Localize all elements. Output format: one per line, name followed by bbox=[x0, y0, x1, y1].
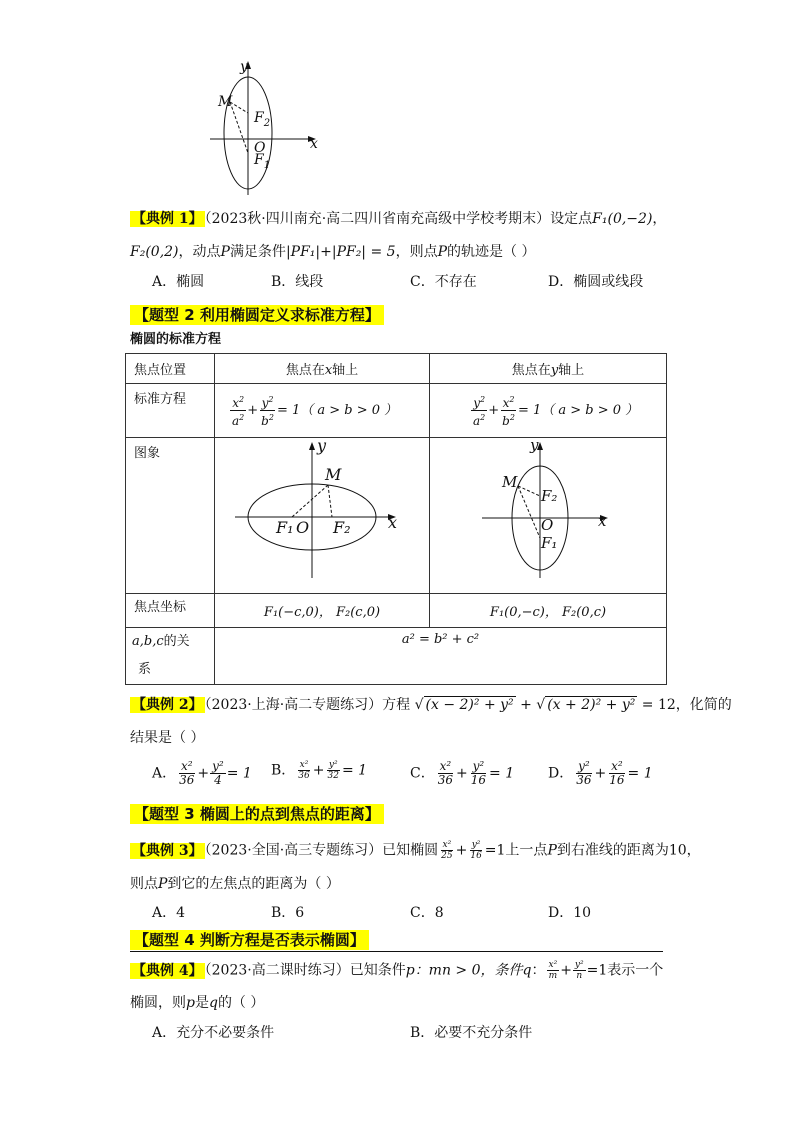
table-header-x: 焦点在x轴上 bbox=[215, 354, 430, 384]
dashed-mf1 bbox=[230, 102, 248, 153]
table-cell-focus-position: 焦点位置 bbox=[126, 354, 215, 384]
example-3-option-d[interactable]: D．10 bbox=[548, 905, 592, 921]
example-3-option-b[interactable]: B．6 bbox=[271, 905, 305, 921]
example-2-option-c[interactable]: C． $\frac{\text{x²}}{36}$ + $\frac{\text{y²}}{16}$ = 1 bbox=[410, 759, 515, 787]
example-1-line1: 【典例 1】 （2023秋·四川南充·高二四川省南充高级中学校考期末）设定点F₁(0,−2)， bbox=[132, 211, 667, 227]
type-2-header: 【题型 2 利用椭圆定义求标准方程】 bbox=[130, 305, 384, 326]
dashed-mf1 bbox=[292, 485, 328, 517]
example-4-option-b[interactable]: B．必要不充分条件 bbox=[410, 1025, 533, 1041]
example-3-tag: 【典例 3】 bbox=[132, 842, 203, 859]
hfig-m-label: M bbox=[325, 465, 342, 484]
example-2-option-b[interactable]: B． $\frac{\text{x²}}{36}$ + $\frac{\text{y²}}{32}$ = 1 bbox=[271, 760, 368, 781]
vfig-f1-label: F₁ bbox=[541, 534, 558, 552]
hfig-o-label: O bbox=[296, 518, 310, 537]
example-1-option-c[interactable]: C．不存在 bbox=[410, 274, 477, 290]
example-3-line2: 则点P到它的左焦点的距离为（ ） bbox=[130, 876, 340, 892]
example-2-line2: 结果是（ ） bbox=[130, 730, 205, 746]
table-row bbox=[126, 594, 667, 628]
example-4-tag: 【典例 4】 bbox=[132, 962, 203, 979]
example-2-option-a[interactable]: A． $\frac{\text{x²}}{36}$ + $\frac{\text{y²}}{4}$ = 1 bbox=[152, 759, 252, 787]
hfig-f1-label: F₁ bbox=[276, 518, 294, 537]
table-row bbox=[126, 628, 667, 685]
equation-x-cell: $\frac{x^2}{a^2}$ + $\frac{y^2}{b^2}$ = 1（ a > b > 0 ） bbox=[215, 384, 430, 438]
dashed-mf1 bbox=[518, 486, 540, 538]
type-3-header: 【题型 3 椭圆上的点到焦点的距离】 bbox=[130, 804, 384, 825]
divider bbox=[130, 951, 663, 952]
example-4-line2: 椭圆，则p是q的（ ） bbox=[130, 995, 265, 1011]
focus-x-cell: F₁(−c,0)， F₂(c,0) bbox=[215, 594, 430, 628]
table-cell-focus-coords: 焦点坐标 bbox=[126, 594, 215, 628]
vfig-x-label: x bbox=[598, 512, 607, 530]
example-3-option-a[interactable]: A．4 bbox=[152, 905, 186, 921]
dashed-mf2 bbox=[230, 102, 248, 113]
example-4-option-a[interactable]: A．充分不必要条件 bbox=[152, 1025, 275, 1041]
table-cell-relation-label: a,b,c的关 系 bbox=[126, 628, 215, 685]
top-fig-f1-label: $F_1$ bbox=[254, 152, 271, 171]
example-3-option-c[interactable]: C．8 bbox=[410, 905, 444, 921]
y-axis-arrow bbox=[309, 442, 315, 450]
example-1-tag: 【典例 1】 bbox=[132, 211, 203, 227]
table-header-y: 焦点在y轴上 bbox=[430, 354, 667, 384]
vfig-y-label: y bbox=[530, 436, 539, 454]
vfig-o-label: O bbox=[541, 516, 554, 534]
top-fig-m-label: M bbox=[218, 94, 233, 110]
relation-cell: a² = b² + c² bbox=[215, 628, 667, 685]
example-2-tag: 【典例 2】 bbox=[132, 697, 203, 713]
dashed-mf2 bbox=[328, 485, 332, 517]
equation-y-cell: $\frac{y^2}{a^2}$ + $\frac{x^2}{b^2}$ = 1（ a > b > 0 ） bbox=[430, 384, 667, 438]
table-row bbox=[126, 354, 667, 384]
focus-y-cell: F₁(0,−c)， F₂(0,c) bbox=[430, 594, 667, 628]
vfig-m-label: M bbox=[502, 473, 518, 491]
example-3-line1: 【典例 3】 （2023·全国·高三专题练习）已知椭圆 $\frac{\text{x²}}{25}$ + $\frac{\text{y²}}{16}$ =1上一点P到右准线的距离为10， bbox=[132, 840, 701, 861]
example-1-line2: F₂(0,2)，动点P满足条件|PF₁|+|PF₂| = 5，则点P的轨迹是（ ） bbox=[130, 244, 536, 260]
table-cell-standard-equation: 标准方程 bbox=[126, 384, 215, 438]
example-1-option-d[interactable]: D．椭圆或线段 bbox=[548, 274, 644, 290]
type-4-header: 【题型 4 判断方程是否表示椭圆】 bbox=[130, 930, 369, 951]
vertical-ellipse-figure bbox=[478, 438, 618, 584]
hfig-x-label: x bbox=[388, 513, 398, 532]
example-1-option-a[interactable]: A．椭圆 bbox=[152, 274, 205, 290]
dashed-mf2 bbox=[518, 486, 540, 496]
table-row bbox=[126, 384, 667, 438]
top-fig-y-label: y bbox=[240, 59, 248, 75]
example-2-option-d[interactable]: D． $\frac{\text{y²}}{36}$ + $\frac{\text{x²}}{16}$ = 1 bbox=[548, 759, 653, 787]
top-fig-x-label: x bbox=[310, 136, 318, 152]
example-1-option-b[interactable]: B．线段 bbox=[271, 274, 324, 290]
table-cell-graph: 图象 bbox=[126, 438, 215, 594]
example-2-line1: 【典例 2】 （2023·上海·高二专题练习）方程 √ (x − 2)² + y² + √ (x + 2)² + y² = 12，化简的 bbox=[132, 697, 732, 713]
vfig-f2-label: F₂ bbox=[541, 487, 558, 505]
horizontal-ellipse-figure bbox=[230, 438, 410, 584]
top-fig-f2-label: $F_2$ bbox=[254, 110, 271, 129]
table-subtitle: 椭圆的标准方程 bbox=[130, 332, 222, 347]
example-4-line1: 【典例 4】 （2023·高二课时练习）已知条件p：mn > 0，条件q： $\frac{\text{x²}}{m}$ + $\frac{\text{y²}}{n}$ =1表示一个 bbox=[132, 960, 664, 981]
top-fig-o-label: O bbox=[254, 140, 266, 156]
hfig-f2-label: F₂ bbox=[333, 518, 351, 537]
hfig-y-label: y bbox=[317, 436, 327, 455]
